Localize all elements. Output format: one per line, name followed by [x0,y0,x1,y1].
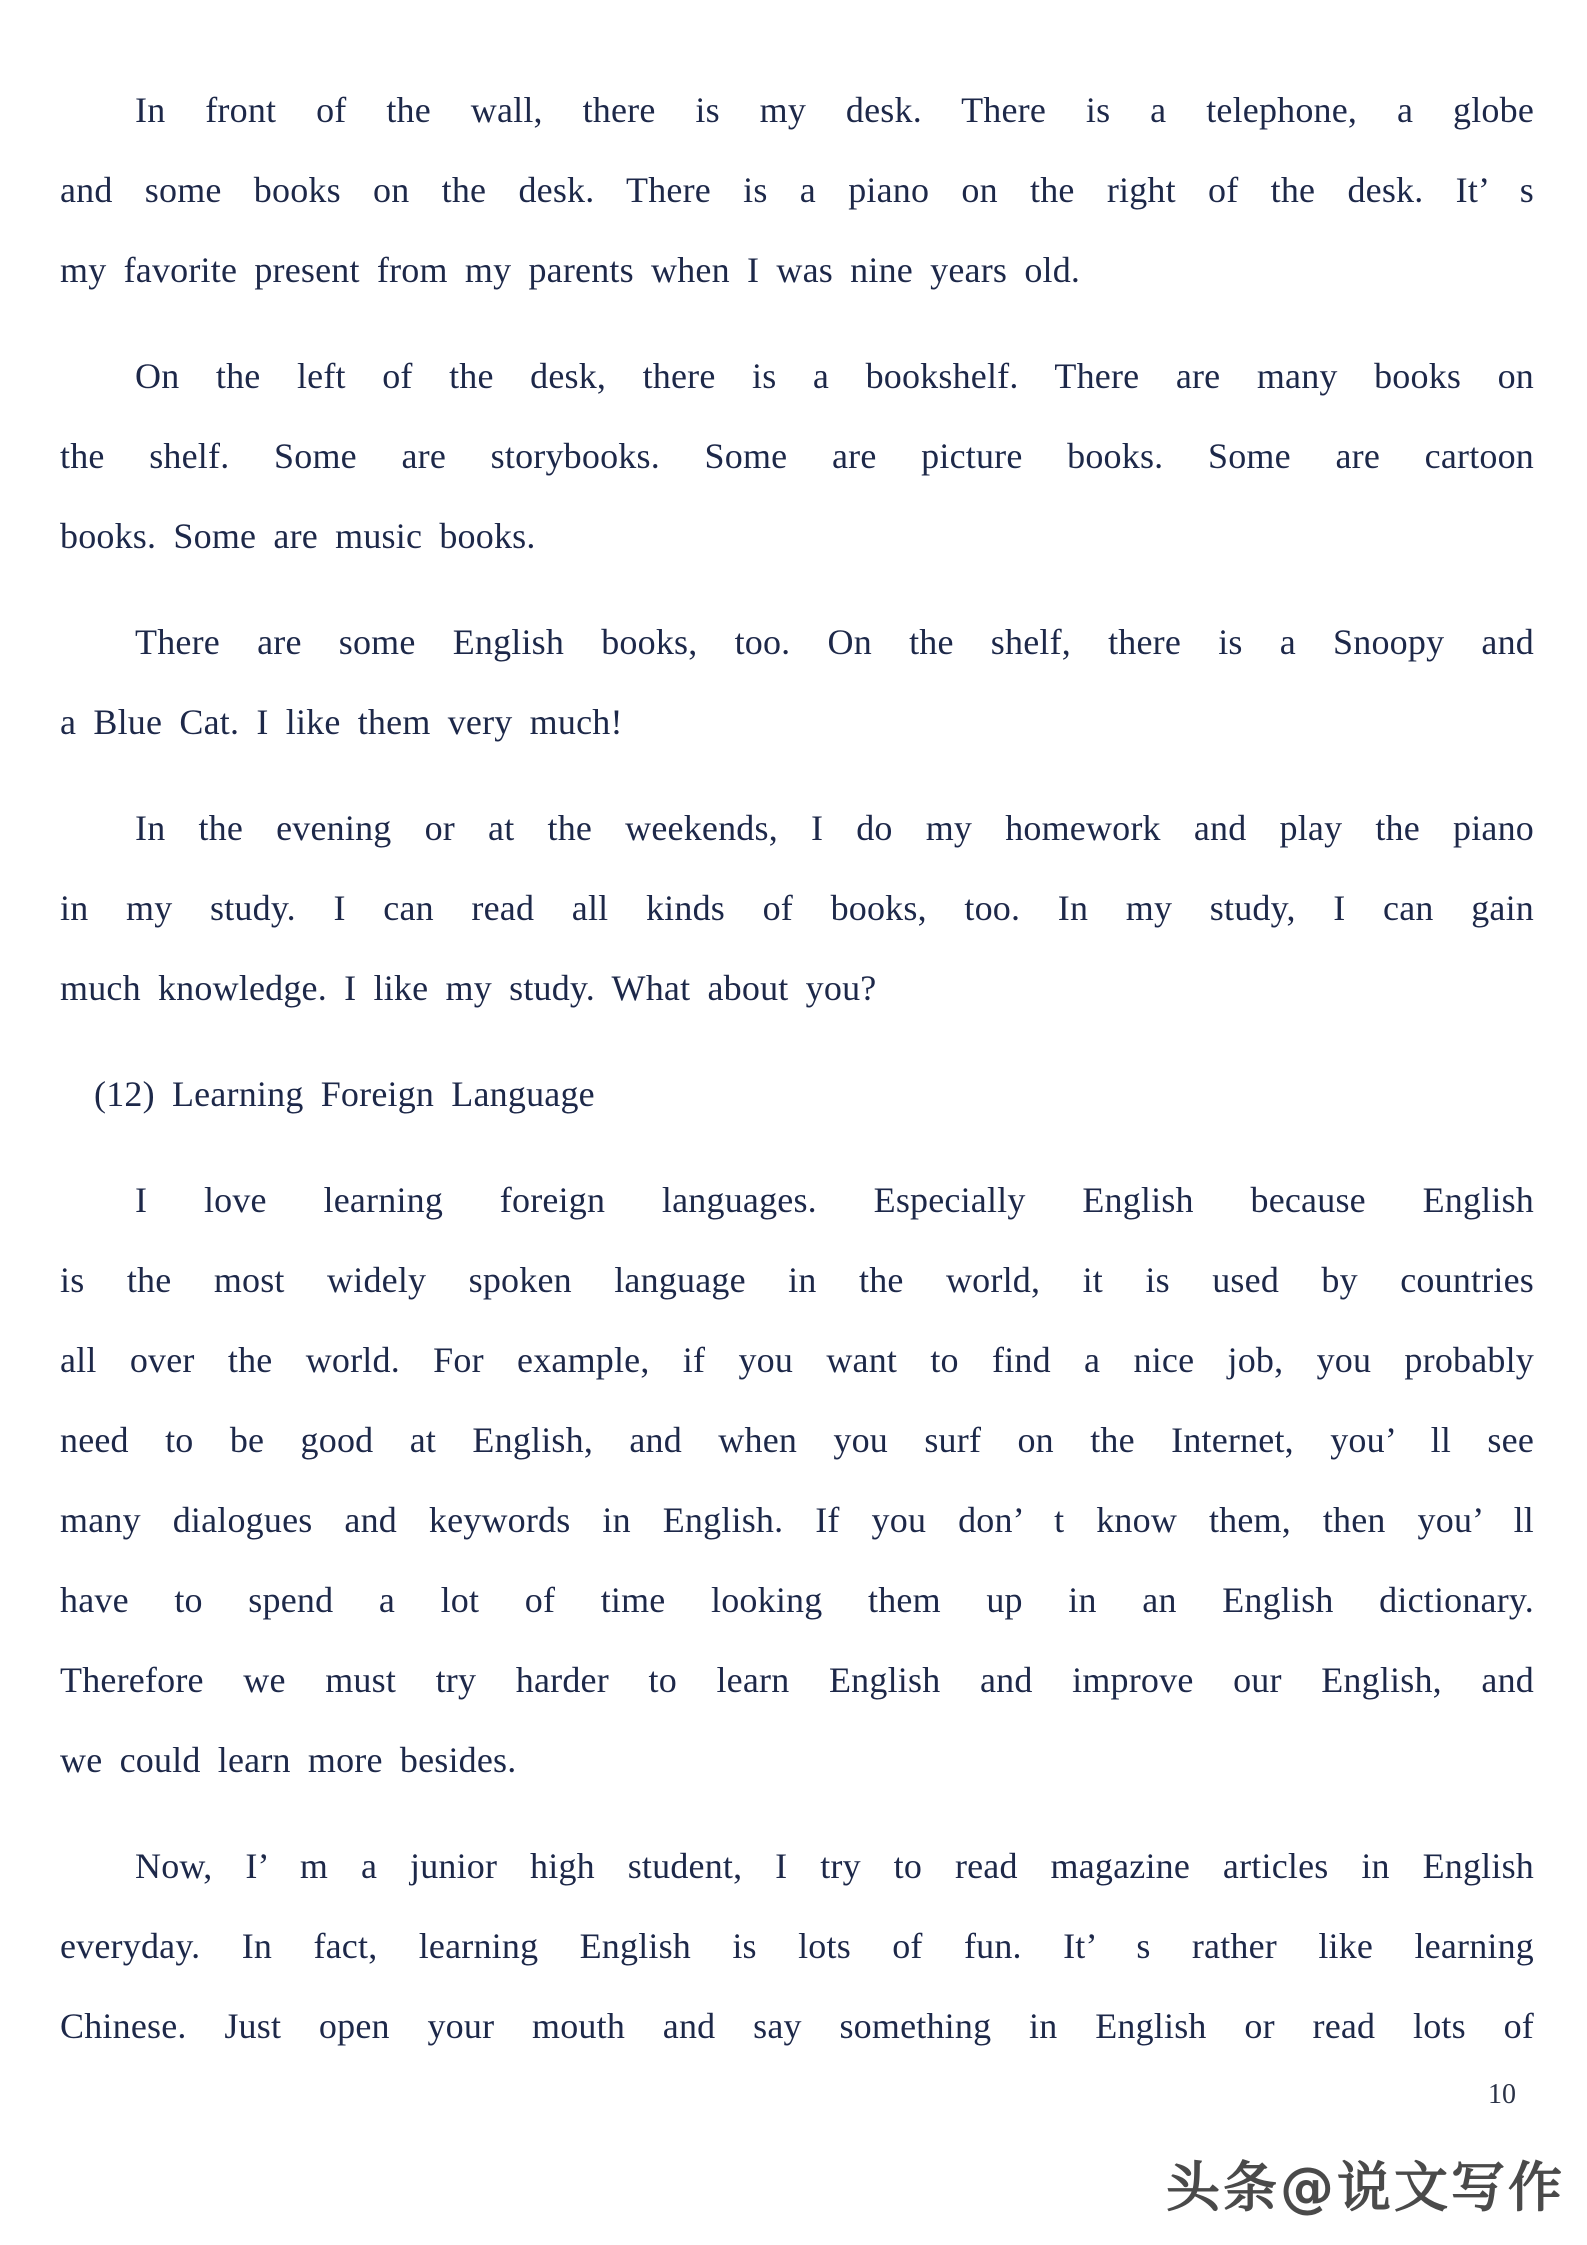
paragraph [60,1160,1534,1800]
page-number: 10 [1488,2079,1516,2110]
text-line: There are some English books, too. On the shelf, there is a Snoopy and [135,622,1534,662]
text-line: my favorite present from my parents when I was nine years old. [60,250,1081,290]
text-line: we could learn more besides. [60,1740,517,1780]
text-line: all over the world. For example, if you want to find a nice job, you probably [60,1340,1534,1380]
text-line: and some books on the desk. There is a piano on the right of the desk. It’ s [60,170,1534,210]
text-line: in my study. I can read all kinds of books, too. In my study, I can gain [60,888,1534,928]
text-line: the shelf. Some are storybooks. Some are picture books. Some are cartoon [60,436,1534,476]
text-line: is the most widely spoken language in the world, it is used by countries [60,1260,1534,1300]
text-line: I love learning foreign languages. Especially English because English [135,1180,1534,1220]
text-line: On the left of the desk, there is a bookshelf. There are many books on [135,356,1534,396]
text-line: Chinese. Just open your mouth and say something in English or read lots of [60,2006,1534,2046]
text-line: In the evening or at the weekends, I do my homework and play the piano [135,808,1534,848]
text-line: many dialogues and keywords in English. If you don’ t know them, then you’ ll [60,1500,1534,1540]
paragraph [60,788,1534,1028]
paragraph [60,602,1534,762]
paragraph [60,1826,1534,2066]
watermark-text: 头条@说文写作 [1166,2156,1565,2219]
text-line: a Blue Cat. I like them very much! [60,702,623,742]
text-line: need to be good at English, and when you surf on the Internet, you’ ll see [60,1420,1534,1460]
text-line: much knowledge. I like my study. What about you? [60,968,877,1008]
section-heading [60,1054,1534,1134]
text-line: everyday. In fact, learning English is lots of fun. It’ s rather like learning [60,1926,1534,1966]
paragraph [60,70,1534,310]
text-line: have to spend a lot of time looking them up in an English dictionary. [60,1580,1534,1620]
text-line: Now, I’ m a junior high student, I try to read magazine articles in English [135,1846,1534,1886]
paragraph [60,336,1534,576]
document-body [60,70,1534,2066]
text-line: books. Some are music books. [60,516,536,556]
text-line: In front of the wall, there is my desk. There is a telephone, a globe [135,90,1534,130]
text-line: Therefore we must try harder to learn English and improve our English, and [60,1660,1534,1700]
heading-line: (12) Learning Foreign Language [94,1074,595,1114]
